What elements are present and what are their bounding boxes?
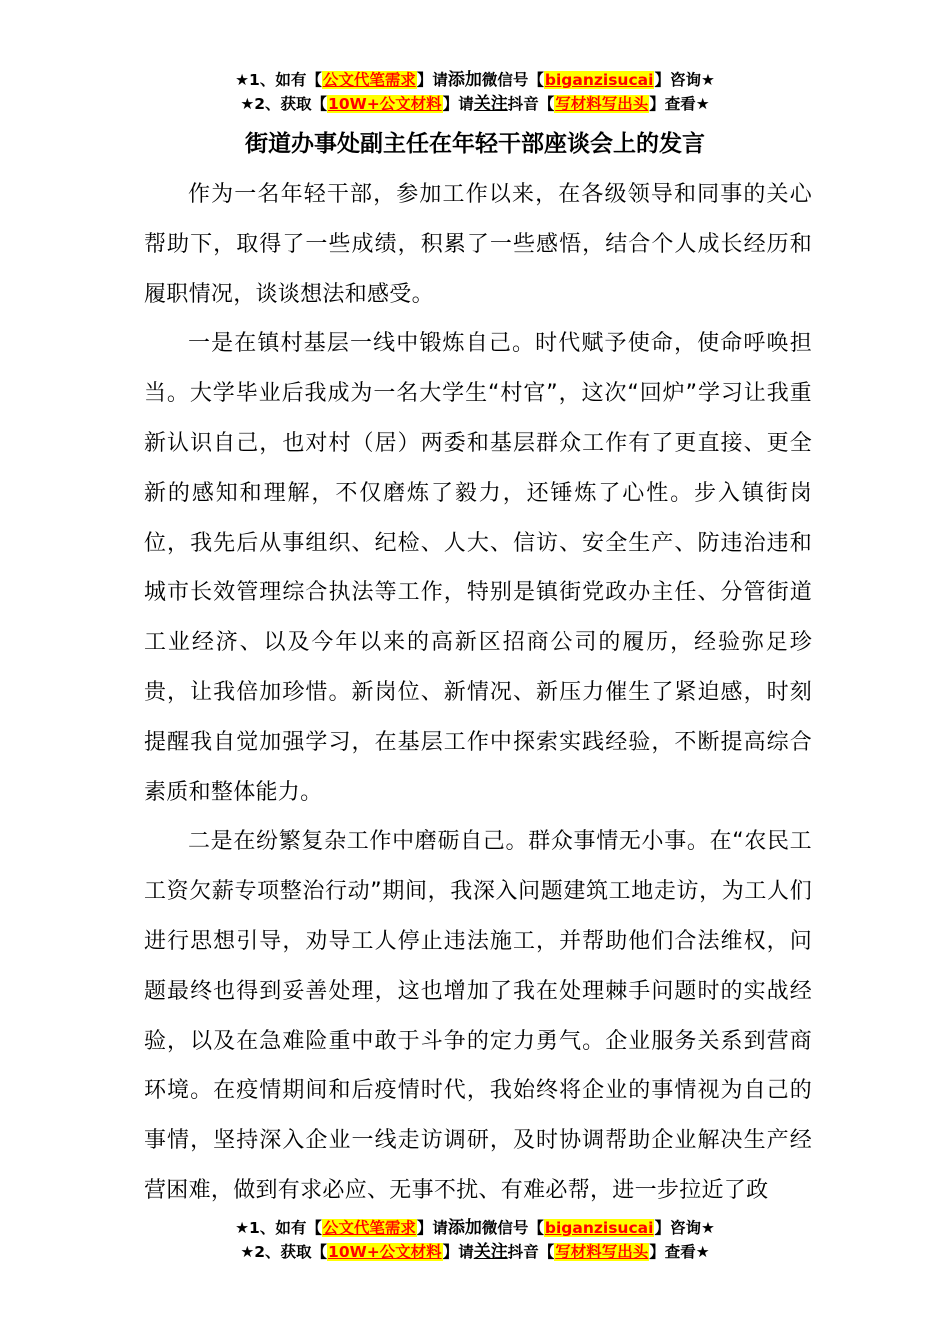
- promo-text: 】请: [442, 95, 474, 113]
- wechat-id-highlight: biganzisucai: [544, 1219, 654, 1237]
- promo-text: 抖音【: [507, 1243, 555, 1261]
- promo-line-2: [0, 1240, 950, 1264]
- promo-text: 】查看★: [649, 1243, 710, 1261]
- promo-banner-top: [0, 68, 950, 116]
- promo-highlight: 10W+公文材料: [328, 95, 442, 113]
- promo-text: 微信号【: [481, 1219, 544, 1237]
- paragraph: 作为一名年轻干部，参加工作以来，在各级领导和同事的关心帮助下，取得了一些成绩，积累了一些感悟，结合个人成长经历和履职情况，谈谈想法和感受。: [144, 182, 812, 307]
- document-body: [144, 170, 812, 1216]
- promo-text: 】查看★: [649, 95, 710, 113]
- promo-line-2: [0, 92, 950, 116]
- promo-emphasis: 关注: [473, 1242, 508, 1262]
- paragraph: 一是在镇村基层一线中锻炼自己。时代赋予使命，使命呼唤担当。大学毕业后我成为一名大学生“村官”，这次“回炉”学习让我重新认识自己，也对村（居）两委和基层群众工作有了更直接、更全新的感知和理解，不仅磨炼了毅力，还锤炼了心性。步入镇街岗位，我先后从事组织、纪检、人大、信访、安全生产、防违治违和城市长效管理综合执法等工作，特别是镇街党政办主任、分管街道工业经济、以及今年以来的高新区招商公司的履历，经验弥足珍贵，让我倍加珍惜。新岗位、新情况、新压力催生了紧迫感，时刻提醒我自觉加强学习，在基层工作中探索实践经验，不断提高综合素质和整体能力。: [144, 331, 812, 805]
- promo-text: 】咨询★: [654, 71, 715, 89]
- promo-emphasis: 添加: [447, 1218, 482, 1238]
- promo-text: ★1、如有【: [235, 71, 322, 89]
- promo-text: 抖音【: [507, 95, 555, 113]
- promo-text: 】请: [442, 1243, 474, 1261]
- promo-text: ★2、获取【: [240, 1243, 328, 1261]
- promo-line-1: [0, 68, 950, 92]
- promo-highlight: 公文代笔需求: [322, 71, 416, 89]
- promo-emphasis: 关注: [473, 94, 508, 114]
- promo-text: 微信号【: [481, 71, 544, 89]
- promo-banner-bottom: [0, 1216, 950, 1264]
- promo-text: 】请: [416, 1219, 448, 1237]
- promo-text: 】请: [416, 71, 448, 89]
- promo-emphasis: 添加: [447, 70, 482, 90]
- douyin-id-highlight: 写材料写出头: [555, 95, 649, 113]
- promo-text: ★1、如有【: [235, 1219, 322, 1237]
- document-title: 街道办事处副主任在年轻干部座谈会上的发言: [245, 131, 705, 157]
- promo-text: 】咨询★: [654, 1219, 715, 1237]
- promo-highlight: 公文代笔需求: [322, 1219, 416, 1237]
- wechat-id-highlight: biganzisucai: [544, 71, 654, 89]
- promo-text: ★2、获取【: [240, 95, 328, 113]
- promo-highlight: 10W+公文材料: [328, 1243, 442, 1261]
- douyin-id-highlight: 写材料写出头: [555, 1243, 649, 1261]
- paragraph: 二是在纷繁复杂工作中磨砺自己。群众事情无小事。在“农民工工资欠薪专项整治行动”期间，我深入问题建筑工地走访，为工人们进行思想引导，劝导工人停止违法施工，并帮助他们合法维权，问题最终也得到妥善处理，这也增加了我在处理棘手问题时的实战经验，以及在急难险重中敢于斗争的定力勇气。企业服务关系到营商环境。在疫情期间和后疫情时代，我始终将企业的事情视为自己的事情，坚持深入企业一线走访调研，及时协调帮助企业解决生产经营困难，做到有求必应、无事不扰、有难必帮，进一步拉近了政: [144, 829, 812, 1203]
- promo-line-1: [0, 1216, 950, 1240]
